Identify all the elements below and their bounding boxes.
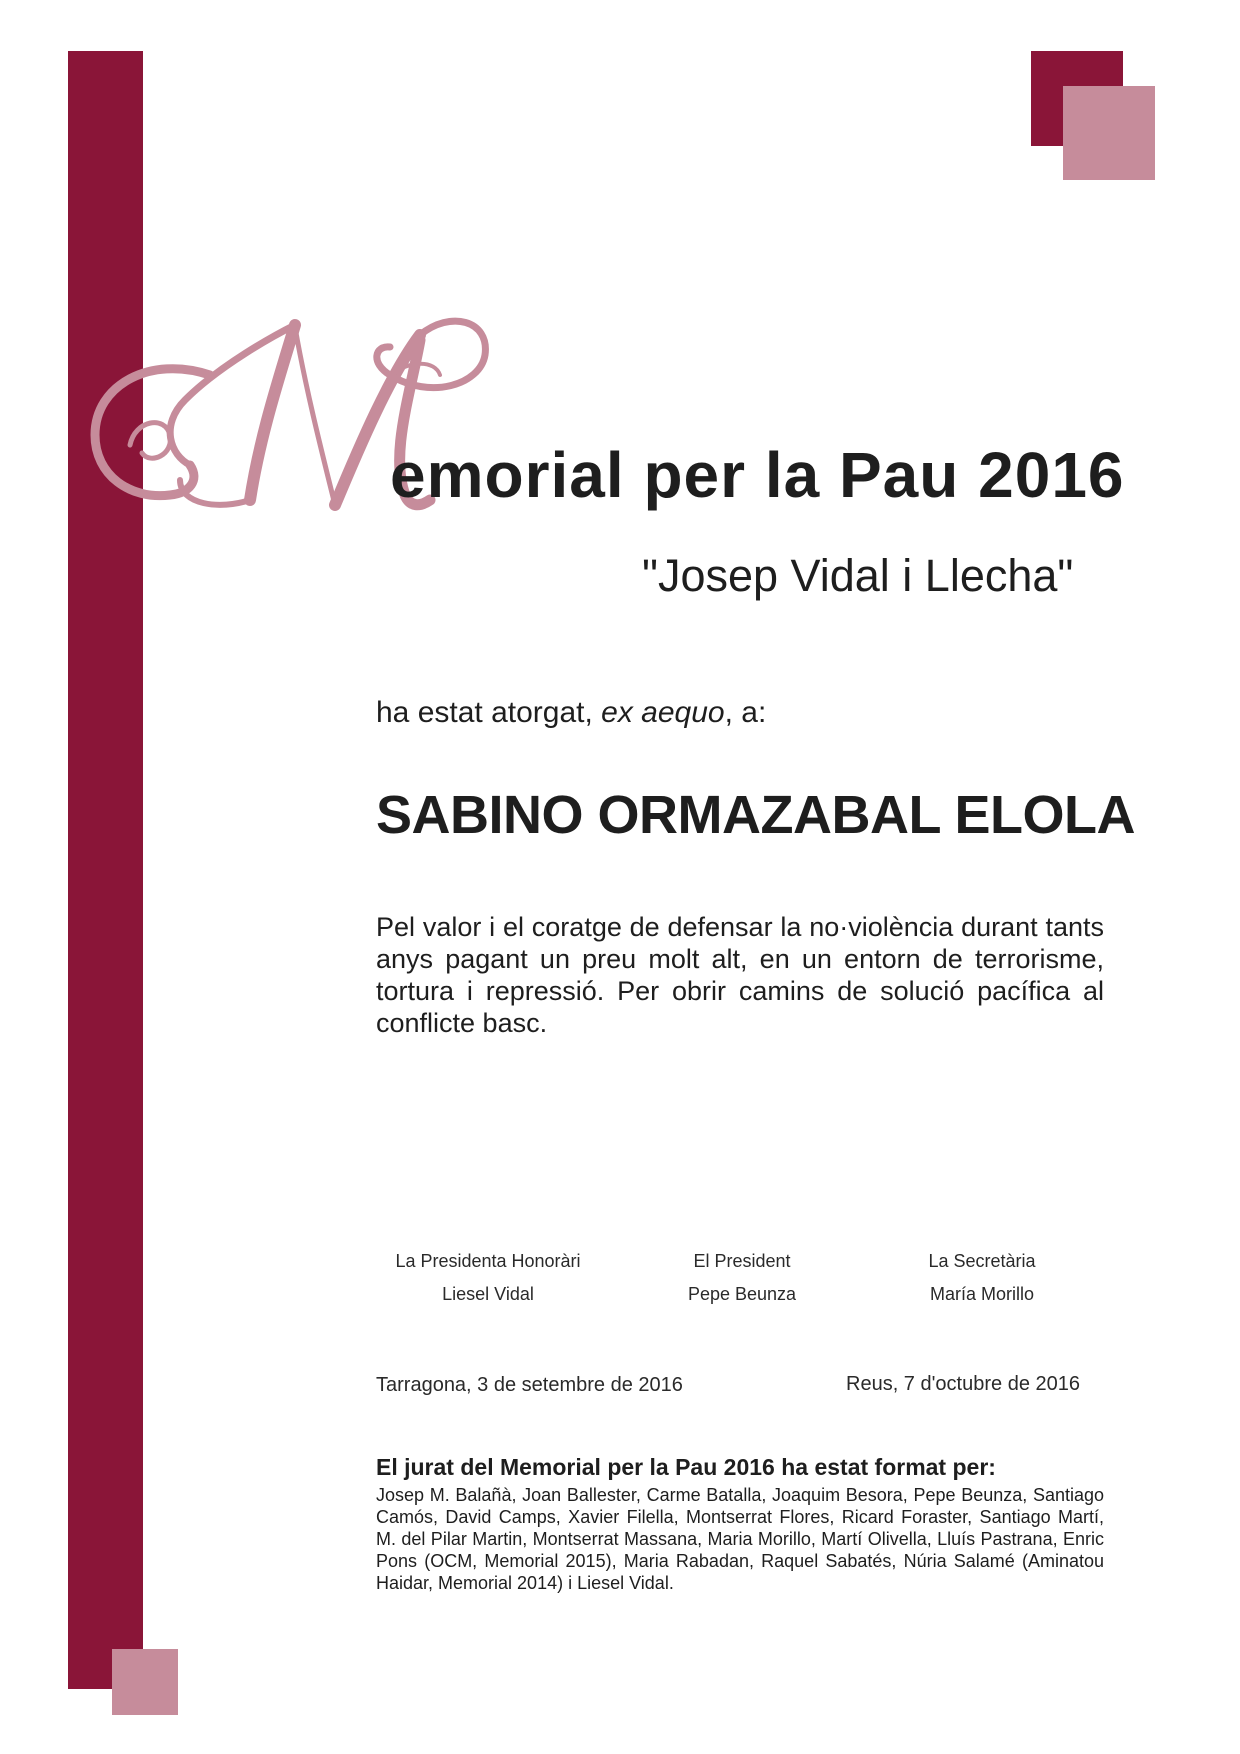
signature-name: Liesel Vidal — [442, 1284, 534, 1304]
recipient-name: SABINO ORMAZABAL ELOLA — [376, 785, 1135, 845]
bottom-decorative-square — [112, 1649, 178, 1715]
date-reus: Reus, 7 d'octubre de 2016 — [846, 1373, 1080, 1395]
top-decorative-square-light — [1063, 86, 1155, 180]
signature-honorary-president — [368, 1245, 608, 1311]
award-intro — [376, 696, 766, 730]
jury-members: Josep M. Balañà, Joan Ballester, Carme Batalla, Joaquim Besora, Pepe Beunza, Santiago Camós, David Camps, Xavier Filella, Montserrat Flores, Ricard Foraster, Santiago Martí, M. del Pilar Martin, Montserrat Massana, Maria Morillo, Martí Olivella, Lluís Pastrana, Enric Pons (OCM, Memorial 2015), Maria Rabadan, Raquel Sabatés, Núria Salamé (Aminatou Haidar, Memorial 2014) i Liesel Vidal. — [376, 1485, 1104, 1593]
memorial-title: emorial per la Pau 2016 — [390, 439, 1125, 511]
signature-role: La Presidenta Honoràri — [395, 1251, 581, 1271]
date-tarragona: Tarragona, 3 de setembre de 2016 — [376, 1374, 683, 1396]
jury-heading: El jurat del Memorial per la Pau 2016 ha estat format per: — [376, 1454, 996, 1480]
left-decorative-bar — [68, 51, 143, 1689]
signature-president — [622, 1245, 862, 1311]
signature-name: María Morillo — [929, 1284, 1035, 1304]
signature-role: La Secretària — [928, 1251, 1036, 1271]
award-reason: Pel valor i el coratge de defensar la no·violència durant tants anys pagant un preu molt alt, en un entorn de terrorisme, tortura i repressió. Per obrir camins de solució pacífica al conflicte basc. — [376, 912, 1104, 1038]
memorial-subtitle: "Josep Vidal i Llecha" — [642, 550, 1074, 601]
award-intro-text: ha estat atorgat, — [376, 696, 602, 729]
signature-name: Pepe Beunza — [687, 1284, 797, 1304]
signature-secretary — [862, 1245, 1102, 1311]
award-intro-italic: ex aequo — [601, 696, 725, 729]
signature-role: El President — [693, 1251, 791, 1271]
award-intro-suffix: , a: — [724, 696, 767, 729]
